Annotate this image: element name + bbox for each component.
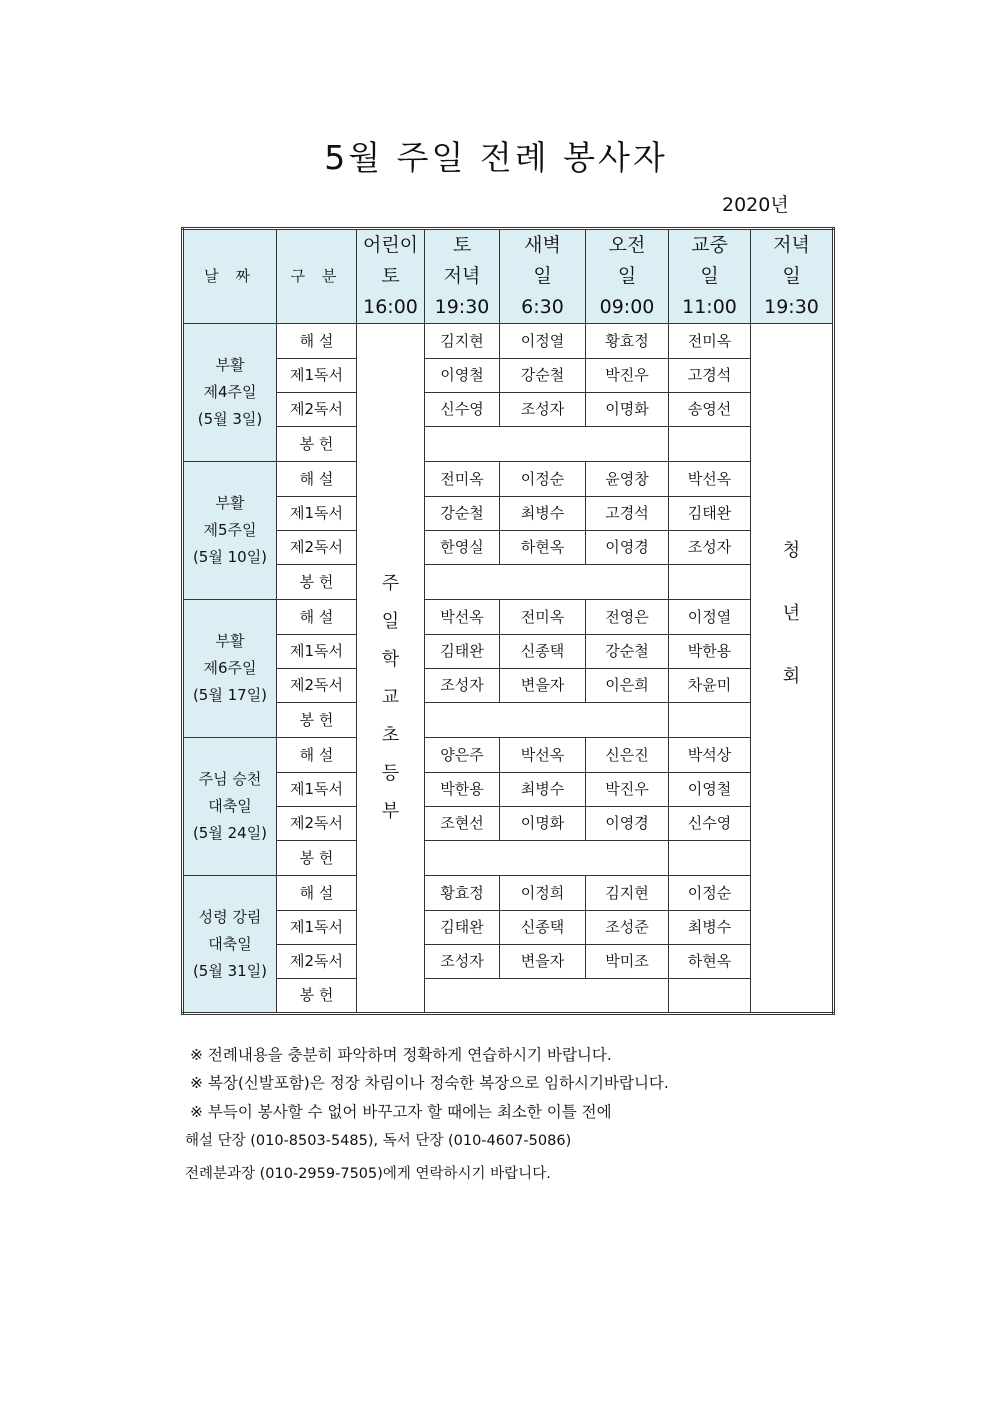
header-evening (751, 229, 834, 324)
week-date-cell (183, 324, 277, 462)
volunteer-name: 김태완 (425, 635, 500, 669)
week-date-line: 주님 승천 (198, 770, 262, 788)
role-label: 제2독서 (277, 945, 357, 979)
page-title: 5월 주일 전례 봉사자 (324, 138, 668, 177)
role-label: 봉 헌 (277, 427, 357, 462)
volunteer-name: 송영선 (669, 393, 751, 427)
role-label: 해 설 (277, 600, 357, 635)
children-school-char: 주 (381, 573, 400, 594)
week-date-line: (5월 10일) (192, 548, 268, 566)
role-label: 제1독서 (277, 497, 357, 531)
table-row (183, 979, 834, 1014)
table-row (183, 876, 834, 911)
volunteer-name: 신종택 (500, 635, 586, 669)
role-label: 해 설 (277, 738, 357, 773)
volunteer-name: 차윤미 (669, 669, 751, 703)
table-row (183, 945, 834, 979)
header-morning-line: 오전 (608, 234, 646, 256)
role-label: 봉 헌 (277, 703, 357, 738)
volunteer-name: 하현옥 (669, 945, 751, 979)
week-date-line: 대축일 (208, 934, 252, 953)
role-label: 제2독서 (277, 531, 357, 565)
header-date: 날 짜 (183, 229, 277, 324)
children-school-char: 학 (381, 649, 400, 670)
volunteer-name: 이정희 (500, 876, 586, 911)
role-label: 봉 헌 (277, 979, 357, 1014)
header-faculty (669, 229, 751, 324)
volunteer-name: 박선옥 (425, 600, 500, 635)
week-date-line: 대축일 (208, 797, 252, 815)
week-date-line: 부활 (215, 494, 245, 512)
role-label: 봉 헌 (277, 841, 357, 876)
week-date-cell (183, 462, 277, 600)
volunteer-name: 박진우 (586, 359, 669, 393)
header-morning-line: 09:00 (599, 296, 655, 318)
offering-cell (425, 565, 669, 600)
week-date-line: 부활 (215, 356, 245, 374)
volunteer-name: 김태완 (669, 497, 751, 531)
note-1: ※ 전례내용을 충분히 파악하며 정확하게 연습하시기 바랍니다. (190, 1046, 612, 1064)
volunteer-name: 이영경 (586, 531, 669, 565)
volunteer-name: 신수영 (669, 807, 751, 841)
youth-group-char: 년 (782, 602, 801, 624)
volunteer-name: 한영실 (425, 531, 500, 565)
week-date-line: (5월 31일) (192, 961, 268, 980)
volunteer-name: 이영경 (586, 807, 669, 841)
volunteer-name: 박석상 (669, 738, 751, 773)
volunteer-name: 조성자 (425, 669, 500, 703)
table-row (183, 462, 834, 497)
volunteer-name: 박선옥 (500, 738, 586, 773)
header-morning-line: 일 (617, 265, 637, 287)
header-faculty-line: 일 (700, 265, 719, 287)
header-children-line: 토 (381, 265, 400, 287)
volunteer-name: 이은희 (586, 669, 669, 703)
volunteer-name: 박진우 (586, 773, 669, 807)
role-label: 제2독서 (277, 669, 357, 703)
table-row (183, 359, 834, 393)
role-label: 제1독서 (277, 359, 357, 393)
role-label: 해 설 (277, 876, 357, 911)
volunteer-name: 김태완 (425, 911, 500, 945)
header-faculty-line: 교중 (691, 234, 728, 256)
youth-group-char: 청 (782, 539, 801, 561)
role-label: 제1독서 (277, 911, 357, 945)
note-4: 해설 단장 (010-8503-5485), 독서 단장 (010-4607-5086) (185, 1133, 572, 1149)
note-3: ※ 부득이 봉사할 수 없어 바꾸고자 할 때에는 최소한 이틀 전에 (190, 1103, 612, 1121)
table-row (183, 773, 834, 807)
week-date-cell (183, 738, 277, 876)
volunteer-name: 신종택 (500, 911, 586, 945)
volunteer-name: 이명화 (586, 393, 669, 427)
schedule-table (181, 227, 835, 1015)
offering-faculty-cell (669, 841, 751, 876)
week-date-cell (183, 600, 277, 738)
volunteer-name: 이영철 (425, 359, 500, 393)
volunteer-name: 김지현 (425, 324, 500, 359)
header-children (357, 229, 425, 324)
role-label: 제2독서 (277, 807, 357, 841)
table-row (183, 738, 834, 773)
volunteer-name: 박미조 (586, 945, 669, 979)
volunteer-name: 윤영창 (586, 462, 669, 497)
offering-faculty-cell (669, 565, 751, 600)
volunteer-name: 전미옥 (669, 324, 751, 359)
week-date-line: (5월 17일) (192, 686, 268, 704)
children-school-char: 등 (381, 763, 400, 784)
note-5: 전례분과장 (010-2959-7505)에게 연락하시기 바랍니다. (185, 1166, 551, 1182)
table-row (183, 393, 834, 427)
volunteer-name: 황효정 (586, 324, 669, 359)
header-morning (586, 229, 669, 324)
offering-cell (425, 427, 669, 462)
youth-group-char: 회 (782, 665, 801, 687)
table-row (183, 565, 834, 600)
role-label: 봉 헌 (277, 565, 357, 600)
volunteer-name: 이정열 (669, 600, 751, 635)
volunteer-name: 신수영 (425, 393, 500, 427)
header-sat-evening-line: 19:30 (434, 296, 490, 318)
volunteer-name: 전미옥 (500, 600, 586, 635)
volunteer-name: 고경석 (586, 497, 669, 531)
volunteer-name: 이영철 (669, 773, 751, 807)
volunteer-name: 조현선 (425, 807, 500, 841)
header-category: 구 분 (277, 229, 357, 324)
week-date-line: 부활 (215, 632, 245, 650)
role-label: 해 설 (277, 324, 357, 359)
children-school-char: 초 (381, 725, 400, 746)
table-row (183, 669, 834, 703)
offering-cell (425, 841, 669, 876)
table-row (183, 635, 834, 669)
volunteer-name: 강순철 (586, 635, 669, 669)
table-row (183, 531, 834, 565)
offering-faculty-cell (669, 979, 751, 1014)
header-dawn-line: 6:30 (521, 296, 564, 318)
table-row (183, 703, 834, 738)
offering-faculty-cell (669, 427, 751, 462)
table-row (183, 807, 834, 841)
children-school-char: 교 (381, 687, 400, 708)
volunteer-name: 하현옥 (500, 531, 586, 565)
children-school-char: 일 (381, 611, 400, 632)
children-school-cell (357, 324, 425, 1014)
header-sat-evening-line: 토 (452, 234, 472, 256)
offering-faculty-cell (669, 703, 751, 738)
volunteer-name: 신은진 (586, 738, 669, 773)
header-children-line: 16:00 (363, 296, 418, 318)
volunteer-name: 강순철 (425, 497, 500, 531)
volunteer-name: 이정열 (500, 324, 586, 359)
table-row (183, 911, 834, 945)
volunteer-name: 전미옥 (425, 462, 500, 497)
role-label: 해 설 (277, 462, 357, 497)
volunteer-name: 양은주 (425, 738, 500, 773)
volunteer-name: 조성자 (669, 531, 751, 565)
volunteer-name: 전영은 (586, 600, 669, 635)
week-date-cell (183, 876, 277, 1014)
table-row (183, 427, 834, 462)
week-date-line: (5월 3일) (197, 410, 263, 428)
table-row (183, 497, 834, 531)
year-label: 2020년 (722, 194, 789, 216)
table-row (183, 324, 834, 359)
week-date-line: 제4주일 (203, 383, 257, 401)
header-sat-evening (425, 229, 500, 324)
volunteer-name: 변을자 (500, 669, 586, 703)
volunteer-name: 박한용 (669, 635, 751, 669)
header-sat-evening-line: 저녁 (443, 265, 481, 287)
volunteer-name: 변을자 (500, 945, 586, 979)
volunteer-name: 황효정 (425, 876, 500, 911)
week-date-line: 성령 강림 (198, 907, 262, 926)
header-evening-line: 19:30 (764, 296, 819, 318)
header-dawn (500, 229, 586, 324)
volunteer-name: 이정순 (669, 876, 751, 911)
volunteer-name: 박선옥 (669, 462, 751, 497)
volunteer-name: 이명화 (500, 807, 586, 841)
week-date-line: (5월 24일) (192, 824, 268, 842)
offering-cell (425, 979, 669, 1014)
header-dawn-line: 일 (533, 265, 552, 287)
volunteer-name: 조성자 (500, 393, 586, 427)
header-children-line: 어린이 (362, 234, 419, 256)
volunteer-name: 조성자 (425, 945, 500, 979)
volunteer-name: 조성준 (586, 911, 669, 945)
volunteer-name: 최병수 (500, 773, 586, 807)
table-row (183, 841, 834, 876)
youth-group-cell (751, 324, 834, 1014)
volunteer-name: 고경석 (669, 359, 751, 393)
role-label: 제1독서 (277, 635, 357, 669)
week-date-line: 제5주일 (203, 521, 257, 539)
children-school-char: 부 (381, 801, 400, 822)
volunteer-name: 최병수 (669, 911, 751, 945)
header-faculty-line: 11:00 (682, 296, 737, 318)
header-dawn-line: 새벽 (524, 234, 561, 256)
volunteer-name: 강순철 (500, 359, 586, 393)
volunteer-name: 김지현 (586, 876, 669, 911)
volunteer-name: 박한용 (425, 773, 500, 807)
note-2: ※ 복장(신발포함)은 정장 차림이나 정숙한 복장으로 임하시기바랍니다. (190, 1074, 669, 1092)
role-label: 제1독서 (277, 773, 357, 807)
offering-cell (425, 703, 669, 738)
week-date-line: 제6주일 (203, 659, 257, 677)
table-row (183, 600, 834, 635)
role-label: 제2독서 (277, 393, 357, 427)
header-evening-line: 저녁 (773, 234, 810, 256)
header-evening-line: 일 (782, 265, 801, 287)
volunteer-name: 이정순 (500, 462, 586, 497)
volunteer-name: 최병수 (500, 497, 586, 531)
